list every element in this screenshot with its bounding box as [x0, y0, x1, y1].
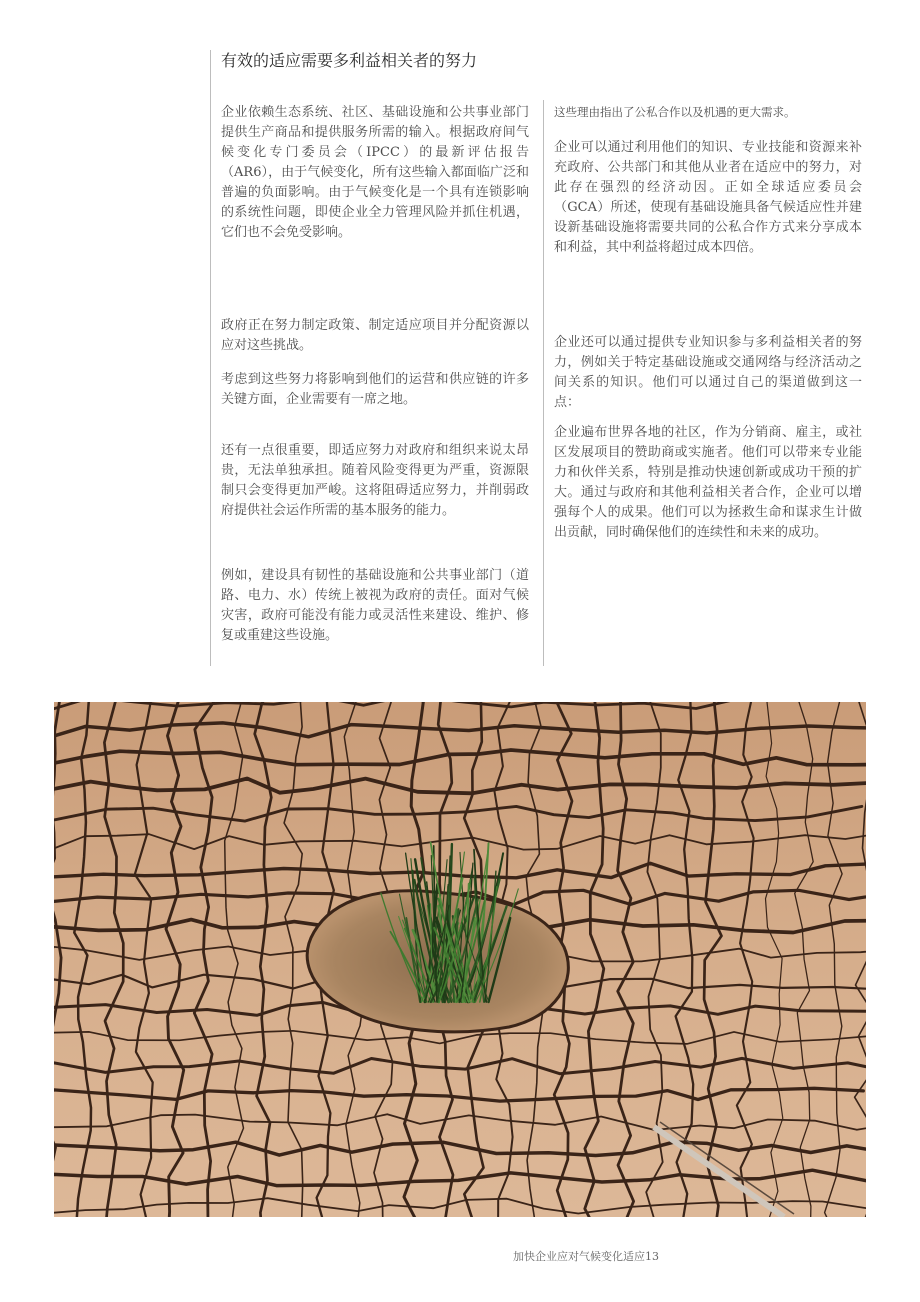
left-paragraph-5: 例如，建设具有韧性的基础设施和公共事业部门（道路、电力、水）传统上被视为政府的责任。面对气候灾害，政府可能没有能力或灵活性来建设、维护、修复或重建这些设施。: [221, 568, 529, 643]
right-paragraph-2: 企业可以通过利用他们的知识、专业技能和资源来补充政府、公共部门和其他从业者在适应中的努力，对此存在强烈的经济动因。正如全球适应委员会（GCA）所述，使现有基础设施具备气候适应性并建设新基础设施将需要共同的公私合作方式来分享成本和利益，其中利益将超过成本四倍。: [554, 140, 862, 255]
left-paragraph-4: 还有一点很重要，即适应努力对政府和组织来说太昂贵，无法单独承担。随着风险变得更为严重，资源限制只会变得更加严峻。这将阻碍适应努力，并削弱政府提供社会运作所需的基本服务的能力。: [221, 443, 529, 518]
right-paragraph-4: 企业遍布世界各地的社区，作为分销商、雇主，或社区发展项目的赞助商或实施者。他们可以带来专业能力和伙伴关系，特别是推动快速创新或成功干预的扩大。通过与政府和其他利益相关者合作，企业可以增强每个人的成果。他们可以为拯救生命和谋求生计做出贡献，同时确保他们的连续性和未来的成功。: [554, 425, 862, 540]
column-divider: [543, 100, 544, 666]
cracked-earth-photo: [54, 702, 866, 1217]
left-column-rule: [210, 50, 211, 666]
left-paragraph-1: 企业依赖生态系统、社区、基础设施和公共事业部门提供生产商品和提供服务所需的输入。根据政府间气候变化专门委员会（IPCC）的最新评估报告（AR6），由于气候变化，所有这些输入都面临广泛和普遍的负面影响。由于气候变化是一个具有连锁影响的系统性问题，即使企业全力管理风险并抓住机遇，它们也不会免受影响。: [221, 105, 529, 240]
right-paragraph-1: 这些理由指出了公私合作以及机遇的更大需求。: [554, 105, 796, 119]
right-paragraph-3: 企业还可以通过提供专业知识参与多利益相关者的努力，例如关于特定基础设施或交通网络与经济活动之间关系的知识。他们可以通过自己的渠道做到这一点：: [554, 335, 862, 410]
left-paragraph-3: 考虑到这些努力将影响到他们的运营和供应链的许多关键方面，企业需要有一席之地。: [221, 372, 529, 407]
left-paragraph-2: 政府正在努力制定政策、制定适应项目并分配资源以应对这些挑战。: [221, 318, 529, 353]
page-title: 有效的适应需要多利益相关者的努力: [221, 51, 478, 70]
page-footer: 加快企业应对气候变化适应13: [513, 1250, 659, 1263]
